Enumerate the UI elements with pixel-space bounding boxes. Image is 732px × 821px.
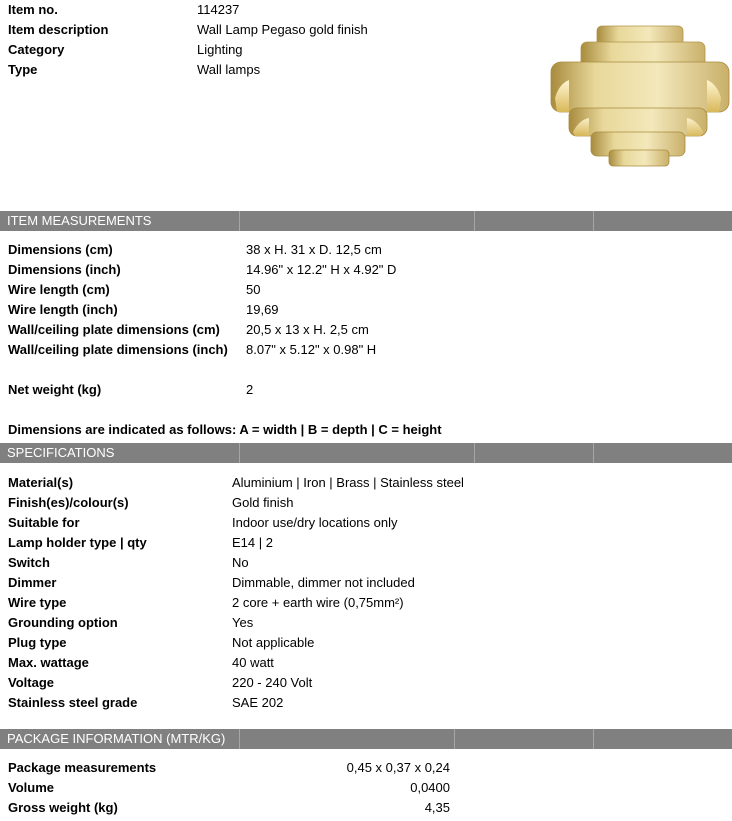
row-value: 14.96" x 12.2" H x 4.92" D: [246, 262, 397, 277]
row-label: Switch: [8, 555, 50, 570]
type-label: Type: [8, 62, 38, 77]
row-label: Wire length (inch): [8, 302, 118, 317]
header-divider: [474, 443, 475, 463]
row-value: Not applicable: [232, 635, 315, 650]
category-value: Lighting: [197, 42, 243, 57]
row-label: Wire type: [8, 595, 67, 610]
type-value: Wall lamps: [197, 62, 261, 77]
row-label: Max. wattage: [8, 655, 89, 670]
net-weight-label: Net weight (kg): [8, 382, 102, 397]
row-label: Stainless steel grade: [8, 695, 138, 710]
header-divider: [593, 443, 594, 463]
row-value: Indoor use/dry locations only: [232, 515, 398, 530]
header-divider: [239, 443, 240, 463]
row-value: 2 core + earth wire (0,75mm²): [232, 595, 404, 610]
row-value: 220 - 240 Volt: [232, 675, 313, 690]
row-label: Grounding option: [8, 615, 118, 630]
row-value: 4,35: [424, 800, 450, 815]
item-no-label: Item no.: [8, 2, 58, 17]
row-label: Wire length (cm): [8, 282, 110, 297]
row-value: 38 x H. 31 x D. 12,5 cm: [246, 242, 382, 257]
row-value: 0,45 x 0,37 x 0,24: [346, 760, 450, 775]
header-divider: [454, 729, 455, 749]
row-label: Dimensions (inch): [8, 262, 121, 277]
header-divider: [593, 729, 594, 749]
row-label: Wall/ceiling plate dimensions (cm): [8, 322, 220, 337]
row-label: Dimensions (cm): [8, 242, 113, 257]
row-value: Gold finish: [232, 495, 294, 510]
specifications-header: [0, 443, 732, 463]
item-no-value: 114237: [197, 2, 240, 17]
dimensions-note-row: [0, 420, 732, 440]
item-description-value: Wall Lamp Pegaso gold finish: [197, 22, 368, 37]
category-label: Category: [8, 42, 65, 57]
package-information-header: [0, 729, 732, 749]
row-value: Dimmable, dimmer not included: [232, 575, 415, 590]
row-value: No: [232, 555, 249, 570]
row-value: Aluminium | Iron | Brass | Stainless steel: [232, 475, 464, 490]
row-label: Plug type: [8, 635, 67, 650]
dimensions-note: Dimensions are indicated as follows: A = width | B = depth | C = height: [8, 422, 442, 437]
row-label: Volume: [8, 780, 54, 795]
row-value: SAE 202: [232, 695, 284, 710]
header-divider: [239, 729, 240, 749]
item-description-label: Item description: [8, 22, 109, 37]
row-value: E14 | 2: [232, 535, 273, 550]
specifications-title: SPECIFICATIONS: [7, 445, 115, 460]
row-label: Voltage: [8, 675, 54, 690]
row-value: 0,0400: [410, 780, 450, 795]
row-value: 8.07" x 5.12" x 0.98" H: [246, 342, 377, 357]
row-label: Package measurements: [8, 760, 157, 775]
row-value: 50: [246, 282, 261, 297]
row-label: Lamp holder type | qty: [8, 535, 147, 550]
row-label: Finish(es)/colour(s): [8, 495, 129, 510]
wall-lamp-product-image: [545, 22, 732, 174]
header-divider: [474, 211, 475, 231]
row-label: Wall/ceiling plate dimensions (inch): [8, 342, 228, 357]
row-label: Gross weight (kg): [8, 800, 118, 815]
row-label: Material(s): [8, 475, 74, 490]
row-value: 40 watt: [232, 655, 274, 670]
header-divider: [239, 211, 240, 231]
row-value: Yes: [232, 615, 254, 630]
row-value: 20,5 x 13 x H. 2,5 cm: [246, 322, 369, 337]
net-weight-value: 2: [246, 382, 254, 397]
row-label: Dimmer: [8, 575, 57, 590]
header-divider: [593, 211, 594, 231]
row-value: 19,69: [246, 302, 279, 317]
item-measurements-title: ITEM MEASUREMENTS: [7, 213, 152, 228]
row-label: Suitable for: [8, 515, 80, 530]
item-measurements-header: [0, 211, 732, 231]
package-information-title: PACKAGE INFORMATION (MTR/KG): [7, 731, 226, 746]
